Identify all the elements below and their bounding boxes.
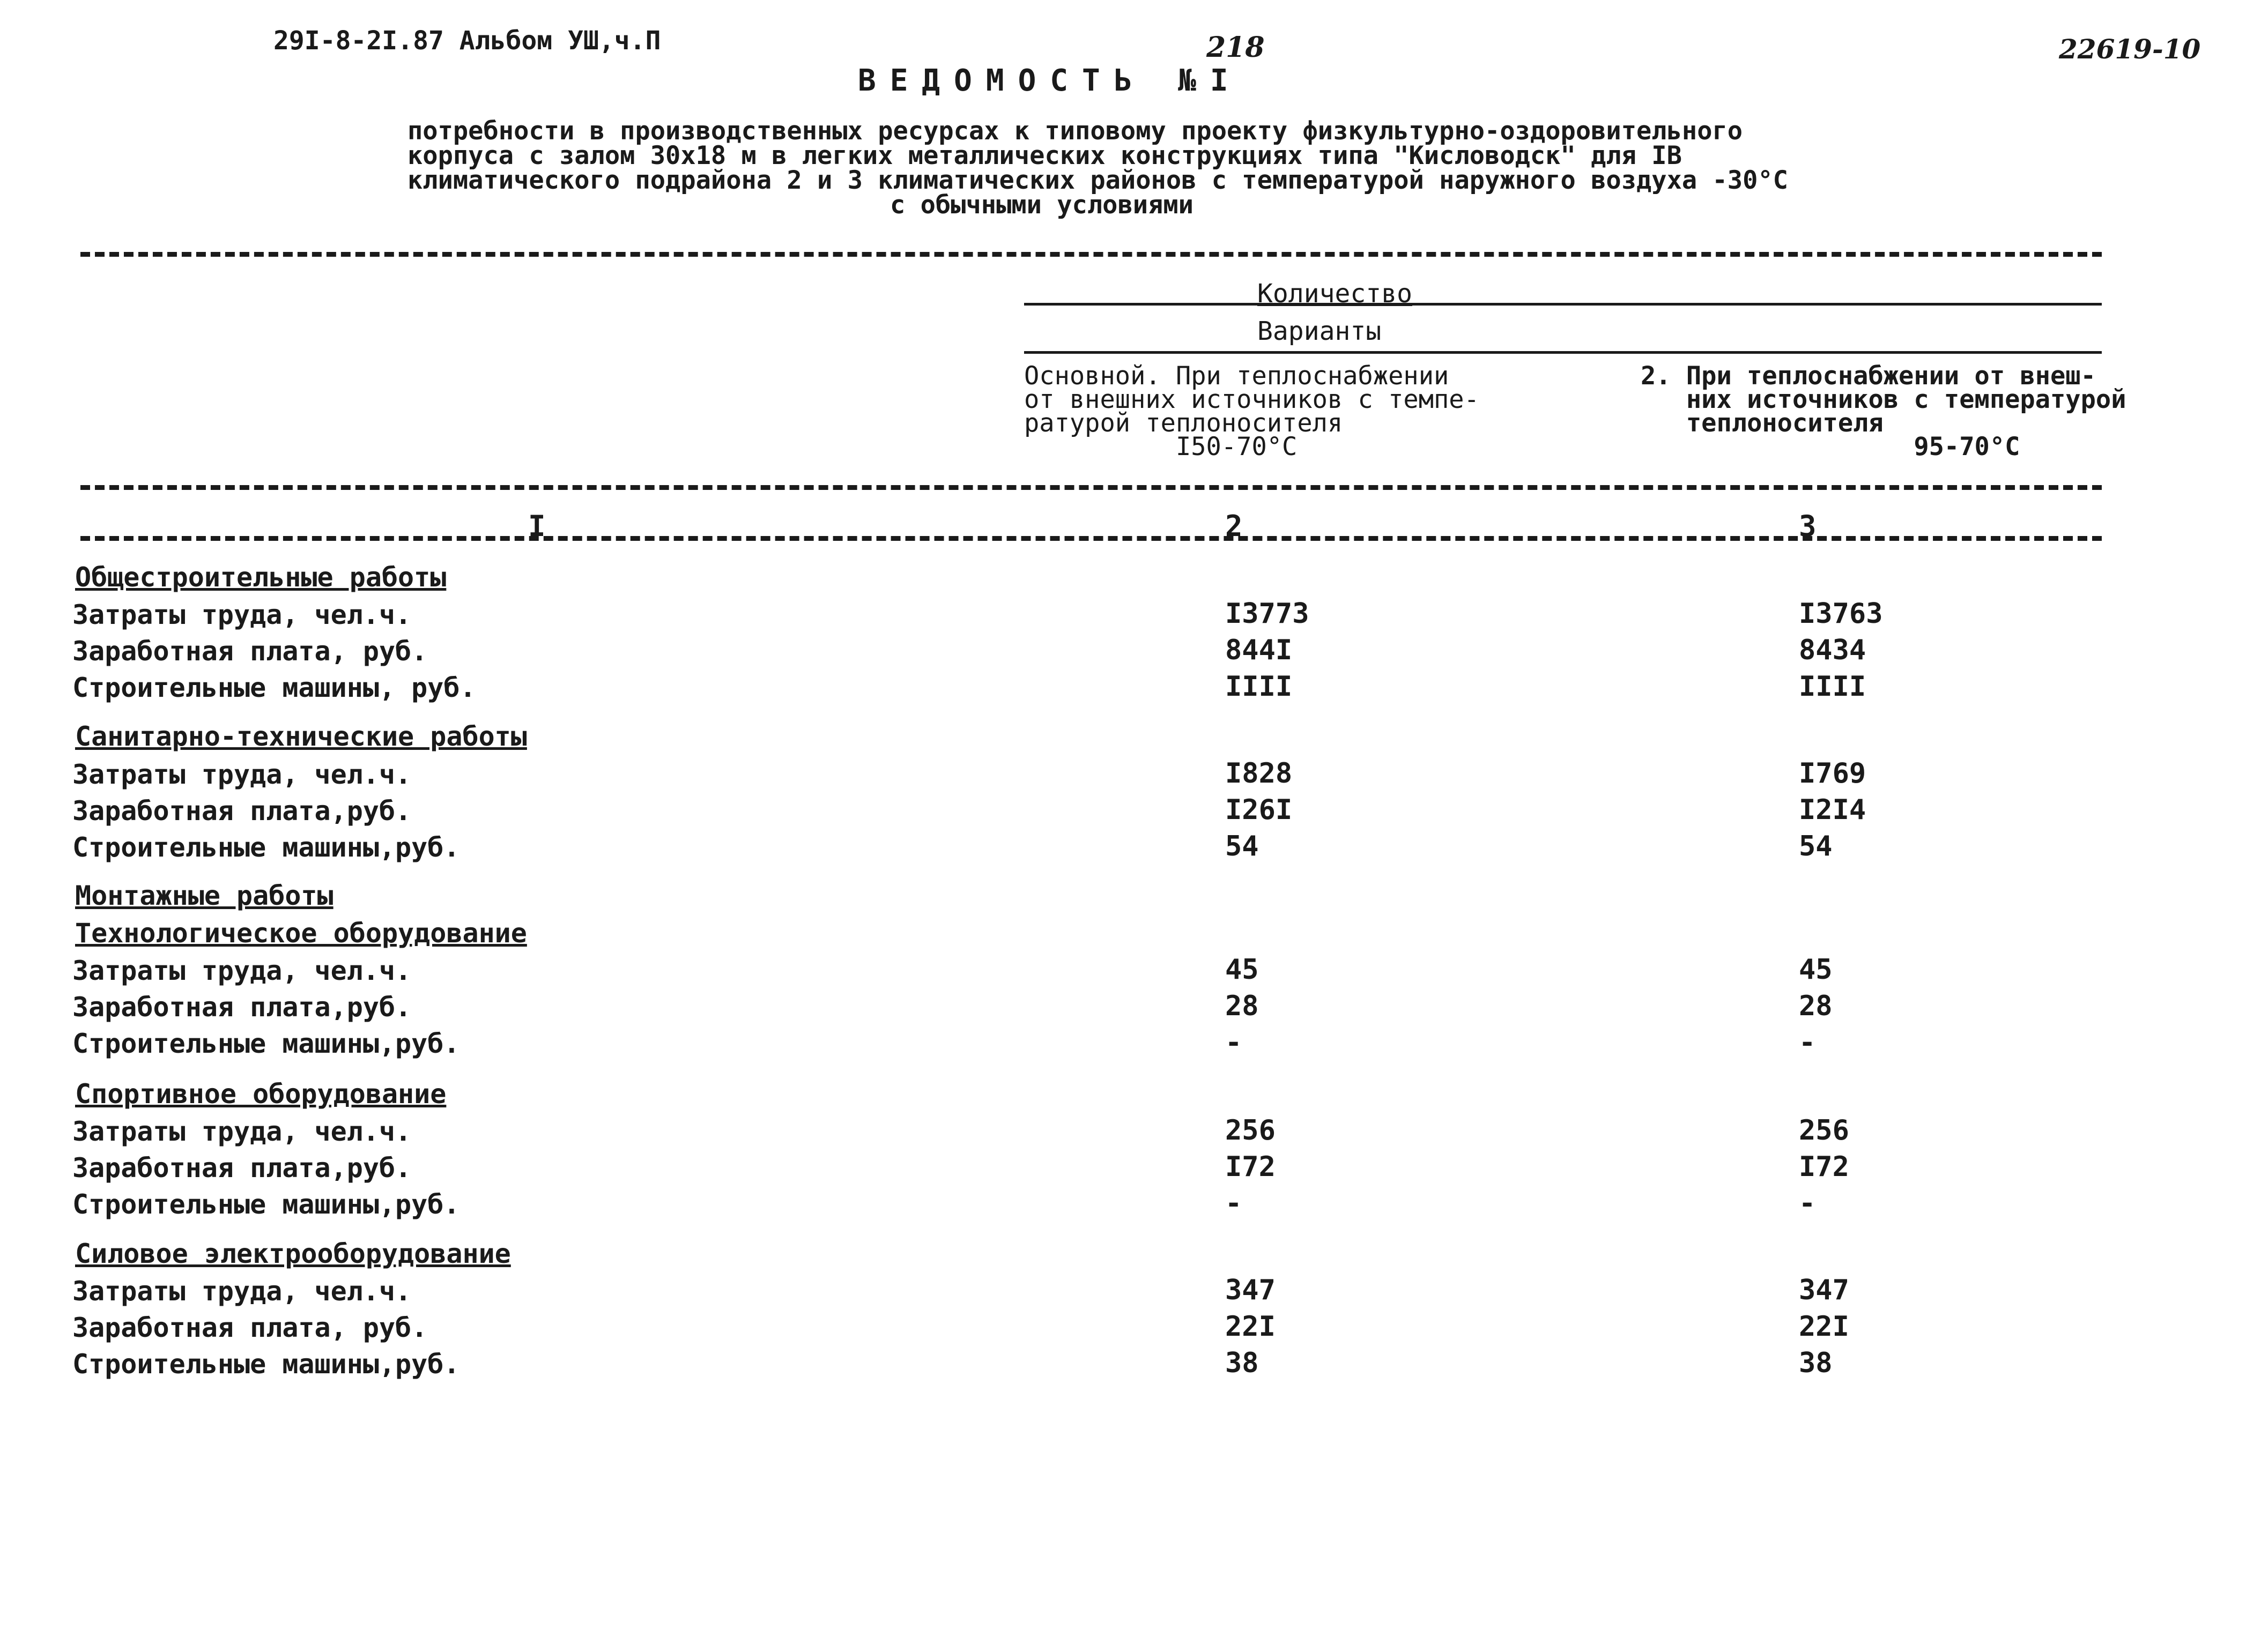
row-value-col2: 22I bbox=[1225, 1311, 1276, 1343]
row-label: Затраты труда, чел.ч. bbox=[72, 759, 412, 790]
section-title: Санитарно-технические работы bbox=[75, 721, 527, 752]
row-value-col3: 28 bbox=[1799, 990, 1833, 1022]
row-value-col3: IIII bbox=[1799, 671, 1866, 703]
heading-line: 95-70°С bbox=[1641, 432, 2020, 462]
row-value-col3: - bbox=[1799, 1026, 1816, 1059]
row-label: Заработная плата,руб. bbox=[72, 795, 412, 827]
heading-line: ратурой теплоносителя bbox=[1024, 408, 1343, 438]
row-value-col3: I2I4 bbox=[1799, 794, 1866, 826]
row-value-col3: 256 bbox=[1799, 1114, 1849, 1147]
row-value-col2: 28 bbox=[1225, 990, 1259, 1022]
row-value-col2: 256 bbox=[1225, 1114, 1276, 1147]
row-value-col3: 54 bbox=[1799, 830, 1833, 862]
section-title: Силовое электрооборудование bbox=[75, 1238, 511, 1269]
row-value-col3: 38 bbox=[1799, 1347, 1833, 1379]
heading-line: теплоносителя bbox=[1641, 408, 1884, 438]
section-title: Спортивное оборудование bbox=[75, 1078, 447, 1110]
row-label: Затраты труда, чел.ч. bbox=[72, 599, 412, 630]
row-value-col2: - bbox=[1225, 1026, 1242, 1059]
row-value-col2: I26I bbox=[1225, 794, 1293, 826]
column-2-heading bbox=[1024, 361, 1479, 462]
row-label: Строительные машины,руб. bbox=[72, 1349, 460, 1380]
row-label: Заработная плата, руб. bbox=[72, 636, 428, 667]
row-value-col3: 45 bbox=[1799, 954, 1833, 986]
subtitle-line: потребности в производственных ресурсах к типовому проекту физкультурно-оздоровительного bbox=[407, 116, 1743, 146]
row-value-col3: 347 bbox=[1799, 1274, 1849, 1306]
variants-heading: Варианты bbox=[1257, 316, 1382, 346]
column-number-3: 3 bbox=[1799, 509, 1817, 543]
row-value-col3: 22I bbox=[1799, 1311, 1849, 1343]
quantity-rule bbox=[1024, 303, 2102, 306]
row-label: Заработная плата,руб. bbox=[72, 1152, 412, 1184]
album-reference: 29I-8-2I.87 Альбом УШ,ч.П bbox=[273, 26, 661, 56]
row-value-col2: I828 bbox=[1225, 757, 1293, 790]
row-label: Строительные машины,руб. bbox=[72, 832, 460, 863]
section-subtitle: Технологическое оборудование bbox=[75, 918, 527, 949]
page-number: 218 bbox=[1206, 31, 1265, 64]
sheet-number: 22619-10 bbox=[2059, 33, 2201, 65]
row-value-col2: 347 bbox=[1225, 1274, 1276, 1306]
subtitle-line: с обычными условиями bbox=[890, 190, 1193, 220]
column-3-heading bbox=[1641, 361, 2126, 462]
row-label: Строительные машины, руб. bbox=[72, 672, 476, 703]
row-label: Заработная плата, руб. bbox=[72, 1312, 428, 1343]
row-label: Заработная плата,руб. bbox=[72, 992, 412, 1023]
table-top-rule bbox=[80, 252, 2102, 257]
row-value-col2: 844I bbox=[1225, 634, 1293, 666]
subtitle-line: корпуса с залом 30х18 м в легких металлических конструкциях типа "Кисловодск" для IВ bbox=[407, 141, 1682, 170]
row-value-col2: 38 bbox=[1225, 1347, 1259, 1379]
row-value-col3: I72 bbox=[1799, 1151, 1849, 1183]
document-subtitle bbox=[407, 116, 1788, 220]
row-value-col3: I3763 bbox=[1799, 598, 1883, 630]
row-value-col3: I769 bbox=[1799, 757, 1866, 790]
row-label: Строительные машины,руб. bbox=[72, 1028, 460, 1059]
column-number-1: I bbox=[528, 509, 546, 543]
column-number-2: 2 bbox=[1225, 509, 1243, 543]
row-label: Затраты труда, чел.ч. bbox=[72, 1116, 412, 1147]
row-value-col2: 45 bbox=[1225, 954, 1259, 986]
section-title: Общестроительные работы bbox=[75, 562, 447, 593]
row-value-col2: 54 bbox=[1225, 830, 1259, 862]
heading-line: них источников с температурой bbox=[1641, 385, 2126, 414]
row-value-col2: I3773 bbox=[1225, 598, 1309, 630]
row-value-col2: IIII bbox=[1225, 671, 1293, 703]
row-value-col3: 8434 bbox=[1799, 634, 1866, 666]
row-label: Затраты труда, чел.ч. bbox=[72, 1276, 412, 1307]
variants-rule bbox=[1024, 351, 2102, 354]
header-bottom-rule bbox=[80, 485, 2102, 490]
heading-line: I50-70°С bbox=[1024, 432, 1298, 462]
row-label: Затраты труда, чел.ч. bbox=[72, 955, 412, 986]
heading-line: от внешних источников с темпе- bbox=[1024, 385, 1479, 414]
section-title: Монтажные работы bbox=[75, 880, 333, 911]
heading-line: Основной. При теплоснабжении bbox=[1024, 361, 1449, 391]
row-value-col2: - bbox=[1225, 1187, 1242, 1219]
row-label: Строительные машины,руб. bbox=[72, 1189, 460, 1220]
row-value-col3: - bbox=[1799, 1187, 1816, 1219]
subtitle-line: климатического подрайона 2 и 3 климатических районов с температурой наружного воздуха -30°С bbox=[407, 166, 1788, 195]
heading-line: 2. При теплоснабжении от внеш- bbox=[1641, 361, 2096, 391]
row-value-col2: I72 bbox=[1225, 1151, 1276, 1183]
quantity-heading: Количество bbox=[1257, 279, 1412, 309]
document-title: ВЕДОМОСТЬ №I bbox=[858, 63, 1242, 98]
